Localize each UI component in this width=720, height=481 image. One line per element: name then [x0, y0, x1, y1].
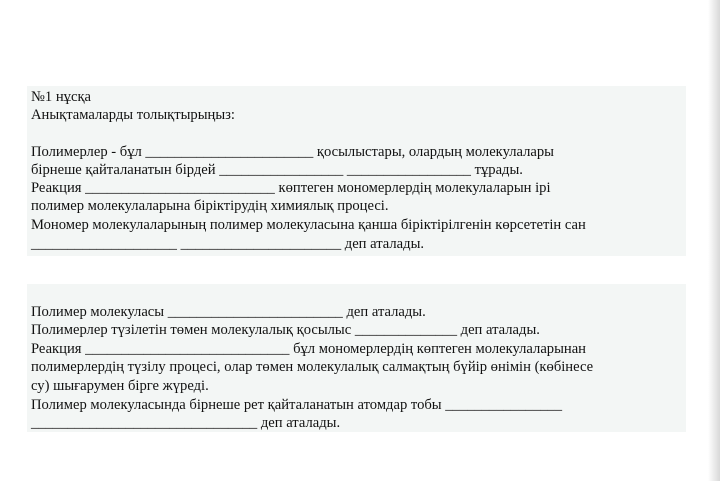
definition-line: Реакция __________________________ көптеген мономерлердің молекулаларын ірі: [31, 180, 551, 196]
definition-line: Полимерлер - бұл _______________________ қосылыстары, олардың молекулалары: [31, 144, 554, 160]
instruction-text: Анықтамаларды толықтырыңыз:: [31, 107, 235, 123]
definition-line: ____________________ ______________________ деп аталады.: [31, 236, 425, 252]
page-edge-shadow: [708, 0, 720, 481]
definitions-block-1: [27, 86, 686, 256]
definition-line: Реакция ____________________________ бұл мономерлердің көптеген молекулаларынан: [31, 341, 586, 357]
definition-line: бірнеше қайталанатын бірдей _________________ _________________ тұрады.: [31, 162, 523, 178]
definition-line: полимерлердің түзілу процесі, олар төмен молекулалық салмақтың бүйір өнімін (көбінесе: [31, 359, 594, 375]
definition-line: Полимерлер түзілетін төмен молекулалық қосылыс ______________ деп аталады.: [31, 322, 540, 338]
definitions-block-2: [27, 284, 686, 432]
definition-line: полимер молекулаларына біріктірудің химиялық процесі.: [31, 198, 389, 214]
definition-line: Мономер молекулаларының полимер молекуласына қанша біріктірілгенін көрсететін сан: [31, 217, 586, 233]
definition-line: Полимер молекуласында бірнеше рет қайталанатын атомдар тобы ________________: [31, 397, 563, 413]
definition-line: _______________________________ деп аталады.: [31, 415, 341, 431]
variant-title: №1 нұсқа: [31, 89, 92, 105]
definition-line: Полимер молекуласы ________________________ деп аталады.: [31, 304, 426, 320]
definition-line: су) шығарумен бірге жүреді.: [31, 378, 209, 394]
